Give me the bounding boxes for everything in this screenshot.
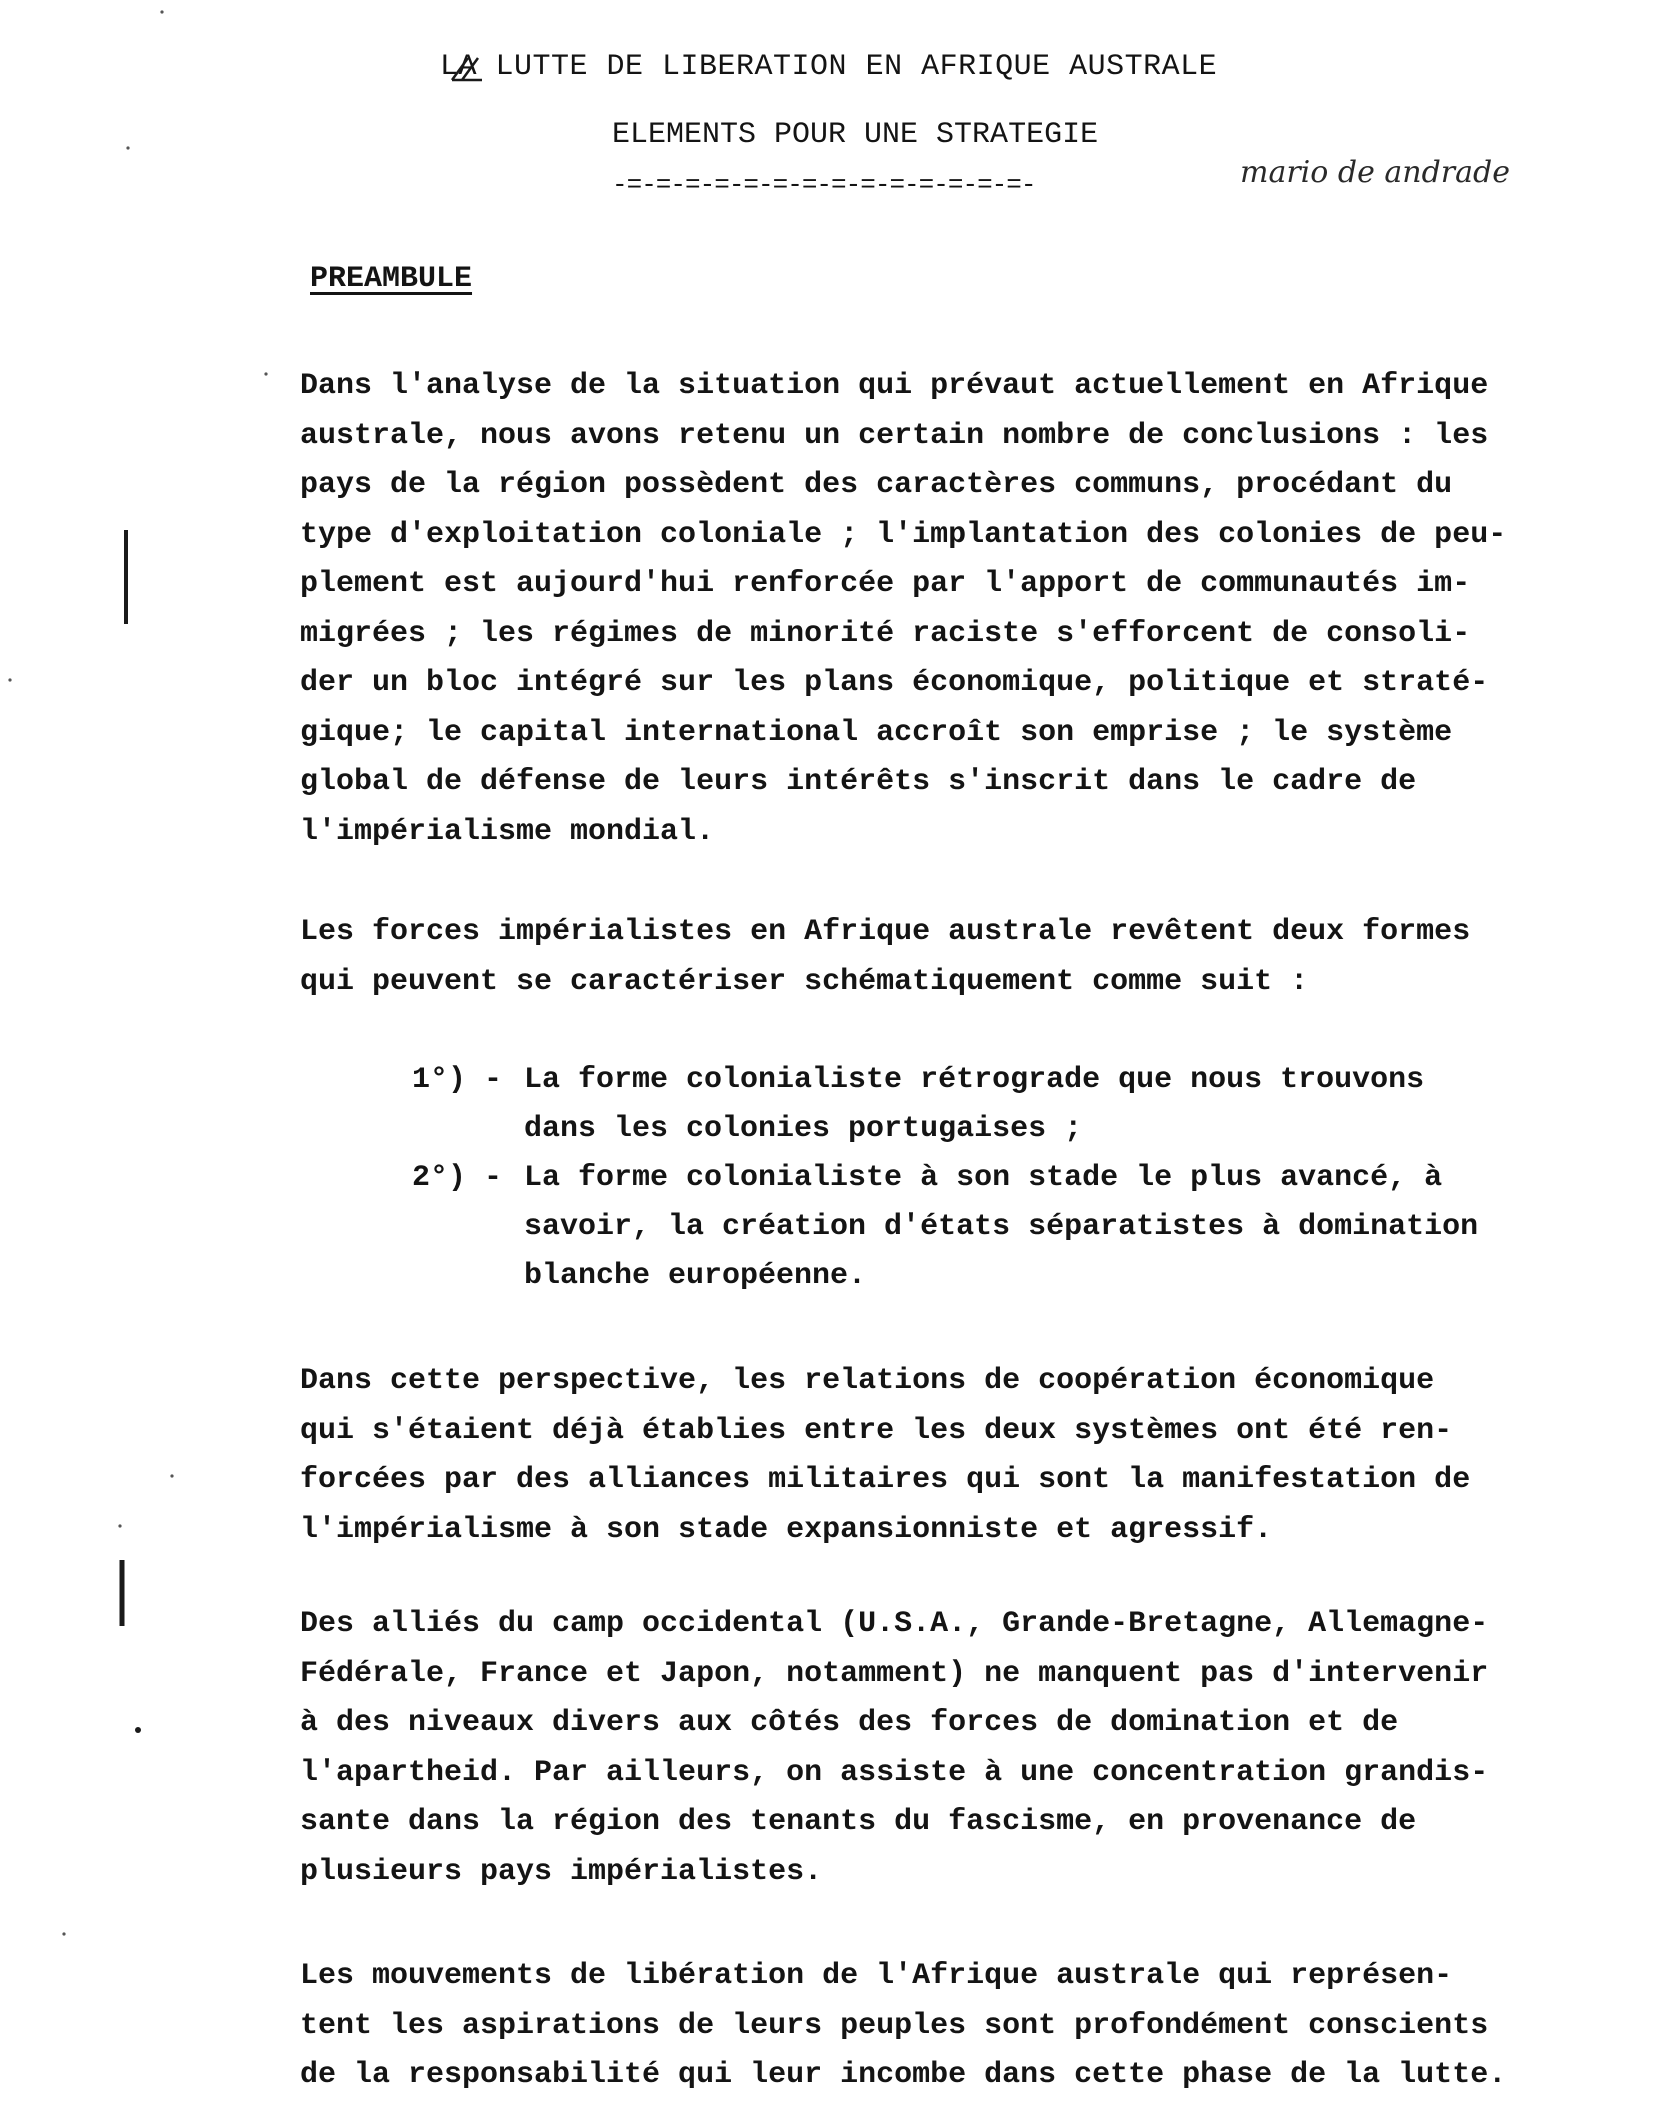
text-line: l'impérialisme mondial. [300, 814, 715, 849]
scan-speck [135, 1727, 141, 1733]
list-item [412, 1056, 1562, 1154]
text-line: blanche européenne. [524, 1259, 867, 1293]
text-line: La forme colonialiste à son stade le plus avancé, à [524, 1161, 1443, 1195]
text-line: à des niveaux divers aux côtés des forces de domination et de [300, 1706, 1399, 1740]
title-rule: -=-=-=-=-=-=-=-=-=-=-=-=-=-=- [612, 170, 1036, 200]
list-item-text [524, 1154, 1478, 1301]
text-line: l'impérialisme à son stade expansionniste et agressif. [300, 1512, 1273, 1547]
text-line: plusieurs pays impérialistes. [300, 1854, 823, 1889]
text-line: qui peuvent se caractériser schématiquement comme suit : [300, 964, 1309, 999]
text-line: dans les colonies portugaises ; [524, 1112, 1083, 1146]
list-number: 1°) - [412, 1063, 503, 1097]
list-number: 2°) - [412, 1161, 503, 1195]
scan-speck [264, 372, 267, 375]
document-title: LA LUTTE DE LIBERATION EN AFRIQUE AUSTRALE [440, 50, 1218, 84]
text-line: savoir, la création d'états séparatistes à domination [524, 1210, 1479, 1244]
text-line: qui s'étaient déjà établies entre les deux systèmes ont été ren- [300, 1413, 1453, 1448]
text-line: Les mouvements de libération de l'Afrique australe qui représen- [300, 1959, 1453, 1993]
paragraph-3 [300, 1357, 1560, 1555]
text-line: Fédérale, France et Japon, notamment) ne manquent pas d'intervenir [300, 1656, 1489, 1691]
text-line: gique; le capital international accroît son emprise ; le système [300, 715, 1453, 750]
text-line: pays de la région possèdent des caractères communs, procédant du [300, 468, 1453, 502]
paragraph-1 [300, 362, 1560, 857]
text-line: l'apartheid. Par ailleurs, on assiste à une concentration grandis- [300, 1755, 1489, 1790]
text-line: La forme colonialiste rétrograde que nous trouvons [524, 1063, 1425, 1097]
numbered-list [412, 1056, 1562, 1301]
text-line: sante dans la région des tenants du fascisme, en provenance de [300, 1805, 1417, 1839]
scan-speck [8, 678, 11, 681]
scan-speck [62, 1932, 65, 1935]
list-item [412, 1154, 1562, 1301]
text-line: migrées ; les régimes de minorité raciste s'efforcent de consoli- [300, 616, 1471, 651]
text-line: de la responsabilité qui leur incombe dans cette phase de la lutte. [300, 2058, 1507, 2092]
paragraph-2 [300, 908, 1560, 1007]
text-line: tent les aspirations de leurs peuples sont profondément conscients [300, 2008, 1489, 2043]
scan-speck [170, 1474, 173, 1477]
paragraph-5 [300, 1952, 1560, 2101]
section-heading: PREAMBULE [310, 262, 473, 296]
scan-speck [126, 146, 129, 149]
text-line: plement est aujourd'hui renforcée par l'apport de communautés im- [300, 567, 1471, 601]
text-line: Des alliés du camp occidental (U.S.A., Grande-Bretagne, Allemagne- [300, 1607, 1489, 1641]
text-line: forcées par des alliances militaires qui sont la manifestation de [300, 1463, 1471, 1497]
text-line: type d'exploitation coloniale ; l'implantation des colonies de peu- [300, 517, 1507, 552]
text-line: der un bloc intégré sur les plans économique, politique et straté- [300, 666, 1489, 700]
text-line: Dans cette perspective, les relations de coopération économique [300, 1364, 1435, 1398]
scan-speck [118, 1524, 121, 1527]
document-subtitle: ELEMENTS POUR UNE STRATEGIE [612, 118, 1099, 152]
paragraph-4 [300, 1600, 1560, 1897]
scan-speck [160, 10, 163, 13]
list-item-text [524, 1056, 1424, 1154]
handwritten-signature: mario de andrade [1240, 155, 1510, 190]
text-line: global de défense de leurs intérêts s'inscrit dans le cadre de [300, 765, 1417, 799]
text-line: Les forces impérialistes en Afrique australe revêtent deux formes [300, 915, 1471, 949]
text-line: Dans l'analyse de la situation qui prévaut actuellement en Afrique [300, 369, 1489, 403]
text-line: australe, nous avons retenu un certain nombre de conclusions : les [300, 418, 1489, 453]
